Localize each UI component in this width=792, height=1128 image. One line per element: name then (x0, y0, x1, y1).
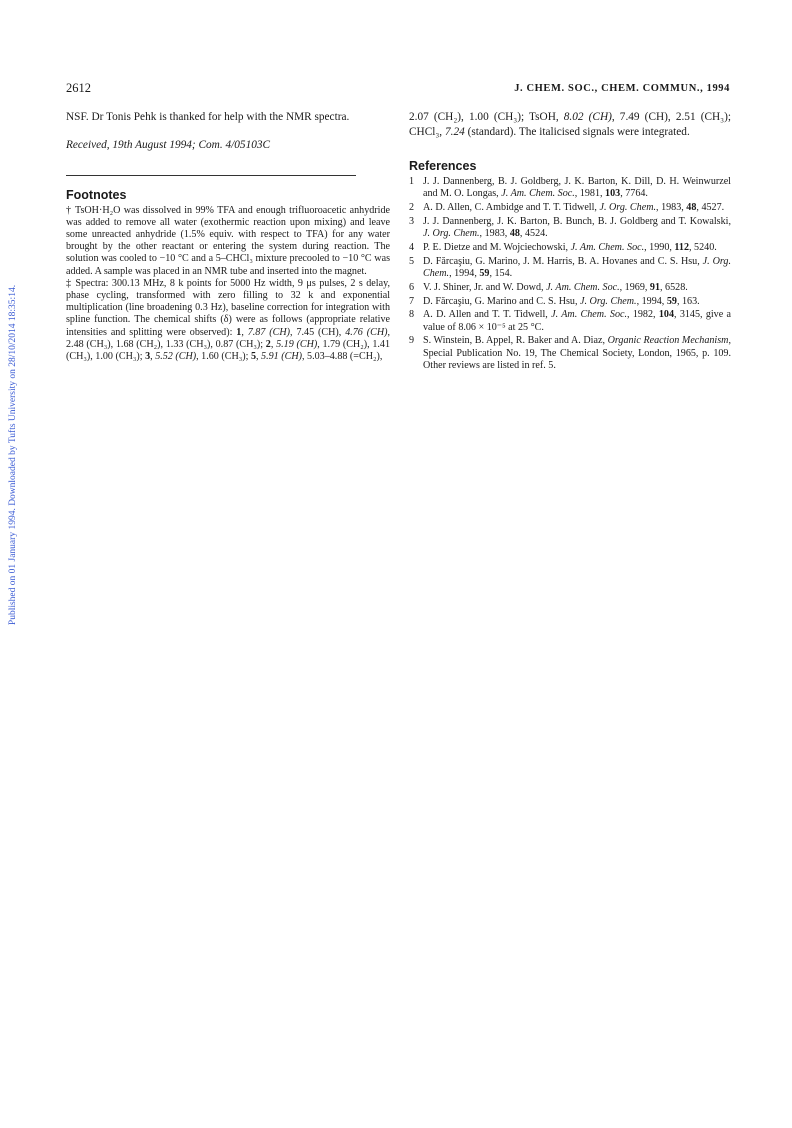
page-number: 2612 (66, 81, 91, 95)
shift-italic: 5.52 (CH) (155, 351, 197, 363)
reference-number: 6 (409, 281, 415, 293)
footnote-continuation (409, 110, 731, 139)
reference-year: , 1990, (644, 241, 675, 253)
reference-year: , 1969, (619, 281, 650, 293)
shift-italic: 7.24 (444, 125, 465, 138)
spectra-intro: ‡ Spectra: 300.13 MHz, 8 k points for 5000 Hz width, 9 μs pulses, 2 s delay, phase cycling, transformed with zero filling to 32 k and exponential multiplication (line broadening 0.3 Hz), baseline correction for integration with spline function. The chemical shifts (δ) were as follows (appropriate relative intensities and splitting were observed): (66, 277, 390, 338)
shift-italic: 7.87 (CH) (247, 326, 291, 338)
download-notice-text: Published on 01 January 1994. Downloaded by Tufts University on 28/10/2014 18:35:14. (8, 284, 18, 626)
reference-list (409, 176, 731, 372)
right-column (409, 110, 731, 374)
reference-authors: D. Fărcaşiu, G. Marino, J. M. Harris, B. A. Hovanes and C. S. Hsu, (423, 255, 703, 267)
reference-volume: 59 (666, 295, 677, 307)
compound-5-label: 5 (250, 351, 256, 363)
reference-number: 9 (409, 335, 415, 347)
shift-text: , 1.60 (CH₃); (196, 351, 251, 363)
reference-authors: J. J. Dannenberg, J. K. Barton, B. Bunch, B. J. Goldberg and T. Kowalski, (423, 215, 731, 227)
reference-volume: 59 (479, 267, 490, 279)
reference-year: , 1994, (449, 267, 480, 279)
reference-item (409, 202, 731, 214)
reference-year: , 1981, (574, 188, 606, 200)
reference-authors: D. Fărcaşiu, G. Marino and C. S. Hsu, (423, 295, 581, 307)
reference-journal: J. Org. Chem. (423, 255, 731, 279)
footnotes-heading: Footnotes (66, 187, 127, 202)
shift-italic: 5.91 (CH) (261, 351, 302, 363)
reference-item (409, 216, 731, 240)
reference-volume: 48 (509, 228, 520, 240)
reference-journal: J. Am. Chem. Soc. (546, 281, 620, 293)
shift-text: , 7.49 (CH), 2.51 (CH₃); CHCl₃, (409, 111, 731, 138)
shift-text: 2.07 (CH₂), 1.00 (CH₃); TsOH, (409, 111, 564, 123)
reference-item (409, 296, 731, 308)
reference-pages: , 7764. (620, 188, 648, 200)
shift-text: , 1.79 (CH₂), 1.41 (CH₃), 1.00 (CH₃); (66, 338, 390, 363)
reference-year: , 1982, (627, 309, 659, 321)
reference-number: 5 (409, 255, 415, 267)
reference-pages: , 4524. (519, 228, 548, 240)
compound-2-label: 2 (265, 338, 271, 350)
reference-year: , 1983, (656, 202, 687, 214)
acknowledgement: NSF. Dr Tonis Pehk is thanked for help with the NMR spectra. (66, 111, 350, 123)
reference-item (409, 335, 731, 372)
footnote-rule (66, 175, 356, 176)
reference-authors: P. E. Dietze and M. Wojciechowski, (423, 241, 571, 253)
reference-journal: J. Org. Chem. (599, 202, 657, 214)
reference-item (409, 256, 731, 280)
reference-authors: J. J. Dannenberg, B. J. Goldberg, J. K. Barton, K. Dill, D. H. Weinwurzel and M. O. Longas, (423, 176, 731, 200)
references-heading: References (409, 159, 477, 174)
reference-authors: A. D. Allen, C. Ambidge and T. T. Tidwell, (423, 202, 600, 214)
shift-text: , 5.03–4.88 (=CH₂), (301, 351, 383, 363)
received-line: Received, 19th August 1994; Com. 4/05103C (66, 138, 271, 151)
reference-volume: 48 (686, 202, 697, 214)
reference-pages: , 3145, give a value of 8.06 × 10⁻⁵ at 25 °C. (423, 309, 731, 333)
reference-volume: 91 (649, 281, 660, 293)
reference-authors: S. Winstein, B. Appel, R. Baker and A. Diaz, (423, 335, 608, 347)
reference-number: 4 (409, 241, 415, 253)
shift-italic: 4.76 (CH) (345, 326, 388, 338)
reference-number: 1 (409, 176, 415, 188)
reference-item (409, 309, 731, 333)
reference-authors: V. J. Shiner, Jr. and W. Dowd, (423, 281, 547, 293)
reference-journal: J. Am. Chem. Soc. (570, 241, 645, 253)
reference-pages: , 6528. (660, 281, 688, 293)
reference-year: , 1994, (636, 295, 667, 307)
download-notice (6, 245, 20, 665)
shift-text: (standard). The italicised signals were integrated. (464, 125, 690, 138)
compound-1-label: 1 (236, 326, 242, 338)
compound-3-label: 3 (145, 351, 151, 363)
reference-item (409, 242, 731, 254)
reference-journal: J. Org. Chem. (423, 228, 480, 240)
reference-pages: , 4527. (696, 202, 725, 214)
reference-journal: J. Am. Chem. Soc. (551, 309, 627, 321)
reference-pages: , 154. (489, 267, 513, 279)
reference-pages: , 5240. (689, 241, 717, 253)
shift-text: , 7.45 (CH), (290, 326, 346, 338)
reference-volume: 104 (658, 309, 674, 321)
reference-journal: J. Am. Chem. Soc. (501, 188, 575, 200)
running-head: J. CHEM. SOC., CHEM. COMMUN., 1994 (514, 83, 730, 94)
reference-journal: J. Org. Chem. (580, 295, 637, 307)
reference-number: 8 (409, 309, 415, 321)
footnote-dagger: † TsOH·H₂O was dissolved in 99% TFA and enough trifluoroacetic anhydride was added to remove all water (exothermic reaction upon mixing) and leave some unreacted anhydride (1.5% equiv. with respect to TFA) for any water brought by the other reactant or entering the system during reaction. The solution was cooled to −10 °C and a 5–CHCl₃ mixture precooled to −10 °C was added. A sample was placed in an NMR tube and inserted into the magnet. (66, 204, 390, 277)
reference-year: , 1983, (479, 228, 510, 240)
reference-number: 7 (409, 295, 415, 307)
reference-number: 2 (409, 202, 415, 214)
footnote-double-dagger: ‡ Spectra: 300.13 MHz, 8 k points for 5000 Hz width, 9 μs pulses, 2 s delay, phase cycling, transformed with zero filling to 32 k and exponential multiplication (line broadening 0.3 Hz), baseline correction for integration with spline function. The chemical shifts (δ) were as follows (appropriate relative intensities and splitting were observed): 1, 7.87 (CH), 7.45 (CH), 4.76 (CH), 2.48 (CH₃), 1.68 (CH₂), 1.33 (CH₃), 0.87 (CH₃); 2, 5.19 (CH), 1.79 (CH₂), 1.41 (CH₃), 1.00 (CH₃); 3, 5.52 (CH), 1.60 (CH₃); 5, 5.91 (CH), 5.03–4.88 (=CH₂), (66, 277, 391, 363)
reference-number: 3 (409, 215, 415, 227)
reference-item (409, 176, 731, 200)
reference-item (409, 282, 731, 294)
reference-pages: , 163. (676, 295, 700, 307)
shift-italic: 5.19 (CH) (276, 338, 318, 350)
left-column (66, 110, 390, 363)
shift-text: , 2.48 (CH₃), 1.68 (CH₂), 1.33 (CH₃), 0.87 (CH₃); (66, 326, 391, 350)
reference-authors: A. D. Allen and T. T. Tidwell, (423, 309, 552, 321)
reference-volume: 103 (605, 188, 621, 200)
reference-journal: Organic Reaction Mechanism (607, 335, 729, 347)
shift-italic: 8.02 (CH) (563, 111, 612, 123)
reference-year: , Special Publication No. 19, The Chemical Society, London, 1965, p. 109. Other reviews are listed in ref. 5. (423, 335, 731, 371)
reference-volume: 112 (674, 241, 689, 253)
